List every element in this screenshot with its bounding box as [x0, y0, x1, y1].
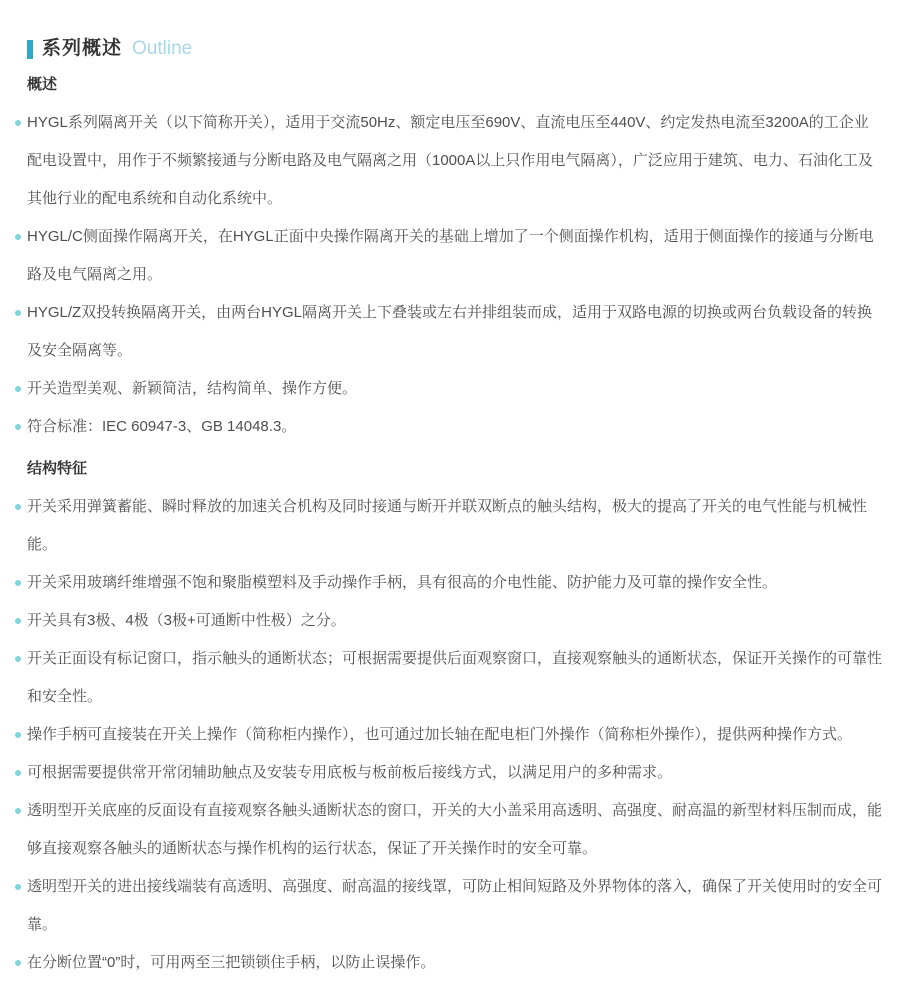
page-header — [27, 36, 884, 62]
subsection-heading-structure: 结构特征 — [27, 460, 88, 477]
list-item — [27, 640, 884, 716]
bullet-dot-icon — [15, 580, 21, 586]
bullet-dot-icon — [15, 504, 21, 510]
list-item — [27, 754, 884, 792]
bullet-dot-icon — [15, 310, 21, 316]
bullet-dot-icon — [15, 732, 21, 738]
bullet-dot-icon — [15, 770, 21, 776]
overview-bullet-list — [27, 104, 884, 446]
accent-bar-icon — [27, 40, 33, 59]
bullet-dot-icon — [15, 120, 21, 126]
bullet-text: HYGL/C侧面操作隔离开关，在HYGL正面中央操作隔离开关的基础上增加了一个侧面操作机构，适用于侧面操作的接通与分断电路及电气隔离之用。 — [27, 228, 874, 283]
bullet-dot-icon — [15, 808, 21, 814]
bullet-dot-icon — [15, 618, 21, 624]
list-item — [27, 488, 884, 564]
bullet-dot-icon — [15, 656, 21, 662]
bullet-dot-icon — [15, 960, 21, 966]
list-item — [27, 944, 884, 982]
bullet-text: 开关正面设有标记窗口，指示触头的通断状态；可根据需要提供后面观察窗口，直接观察触头的通断状态，保证开关操作的可靠性和安全性。 — [27, 650, 883, 705]
bullet-text: 可根据需要提供常开常闭辅助触点及安装专用底板与板前板后接线方式，以满足用户的多种需求。 — [27, 764, 673, 781]
list-item — [27, 564, 884, 602]
list-item — [27, 370, 884, 408]
list-item — [27, 602, 884, 640]
bullet-dot-icon — [15, 234, 21, 240]
list-item — [27, 868, 884, 944]
bullet-text: 开关具有3极、4极（3极+可通断中性极）之分。 — [27, 612, 346, 629]
page-title: 系列概述 — [42, 38, 123, 59]
bullet-text: 开关采用玻璃纤维增强不饱和聚脂模塑料及手动操作手柄，具有很高的介电性能、防护能力及可靠的操作安全性。 — [27, 574, 778, 591]
page-subtitle: Outline — [132, 38, 193, 59]
bullet-text: 透明型开关的进出接线端装有高透明、高强度、耐高温的接线罩，可防止相间短路及外界物体的落入，确保了开关使用时的安全可靠。 — [27, 878, 883, 933]
list-item — [27, 716, 884, 754]
subsection-heading-overview: 概述 — [27, 76, 58, 93]
bullet-text: 符合标准：IEC 60947-3、GB 14048.3。 — [27, 418, 297, 435]
bullet-text: 操作手柄可直接装在开关上操作（简称柜内操作），也可通过加长轴在配电柜门外操作（简称柜外操作），提供两种操作方式。 — [27, 726, 853, 743]
bullet-dot-icon — [15, 424, 21, 430]
list-item — [27, 218, 884, 294]
list-item — [27, 408, 884, 446]
bullet-text: HYGL/Z双投转换隔离开关，由两台HYGL隔离开关上下叠装或左右并排组装而成，适用于双路电源的切换或两台负载设备的转换及安全隔离等。 — [27, 304, 873, 359]
bullet-dot-icon — [15, 884, 21, 890]
bullet-dot-icon — [15, 386, 21, 392]
list-item — [27, 294, 884, 370]
list-item — [27, 792, 884, 868]
bullet-text: 在分断位置“0”时，可用两至三把锁锁住手柄，以防止误操作。 — [27, 954, 436, 971]
list-item — [27, 104, 884, 218]
bullet-text: HYGL系列隔离开关（以下简称开关），适用于交流50Hz、额定电压至690V、直流电压至440V、约定发热电流至3200A的工企业配电设置中，用作于不频繁接通与分断电路及电气隔离之用（1000A以上只作用电气隔离），广泛应用于建筑、电力、石油化工及其他行业的配电系统和自动化系统中。 — [27, 114, 873, 207]
bullet-text: 开关采用弹簧蓄能、瞬时释放的加速关合机构及同时接通与断开并联双断点的触头结构，极大的提高了开关的电气性能与机械性能。 — [27, 498, 868, 553]
bullet-text: 透明型开关底座的反面设有直接观察各触头通断状态的窗口，开关的大小盖采用高透明、高强度、耐高温的新型材料压制而成，能够直接观察各触头的通断状态与操作机构的运行状态，保证了开关操作时的安全可靠。 — [27, 802, 883, 857]
structure-bullet-list — [27, 488, 884, 982]
bullet-text: 开关造型美观、新颖简洁，结构简单、操作方便。 — [27, 380, 358, 397]
